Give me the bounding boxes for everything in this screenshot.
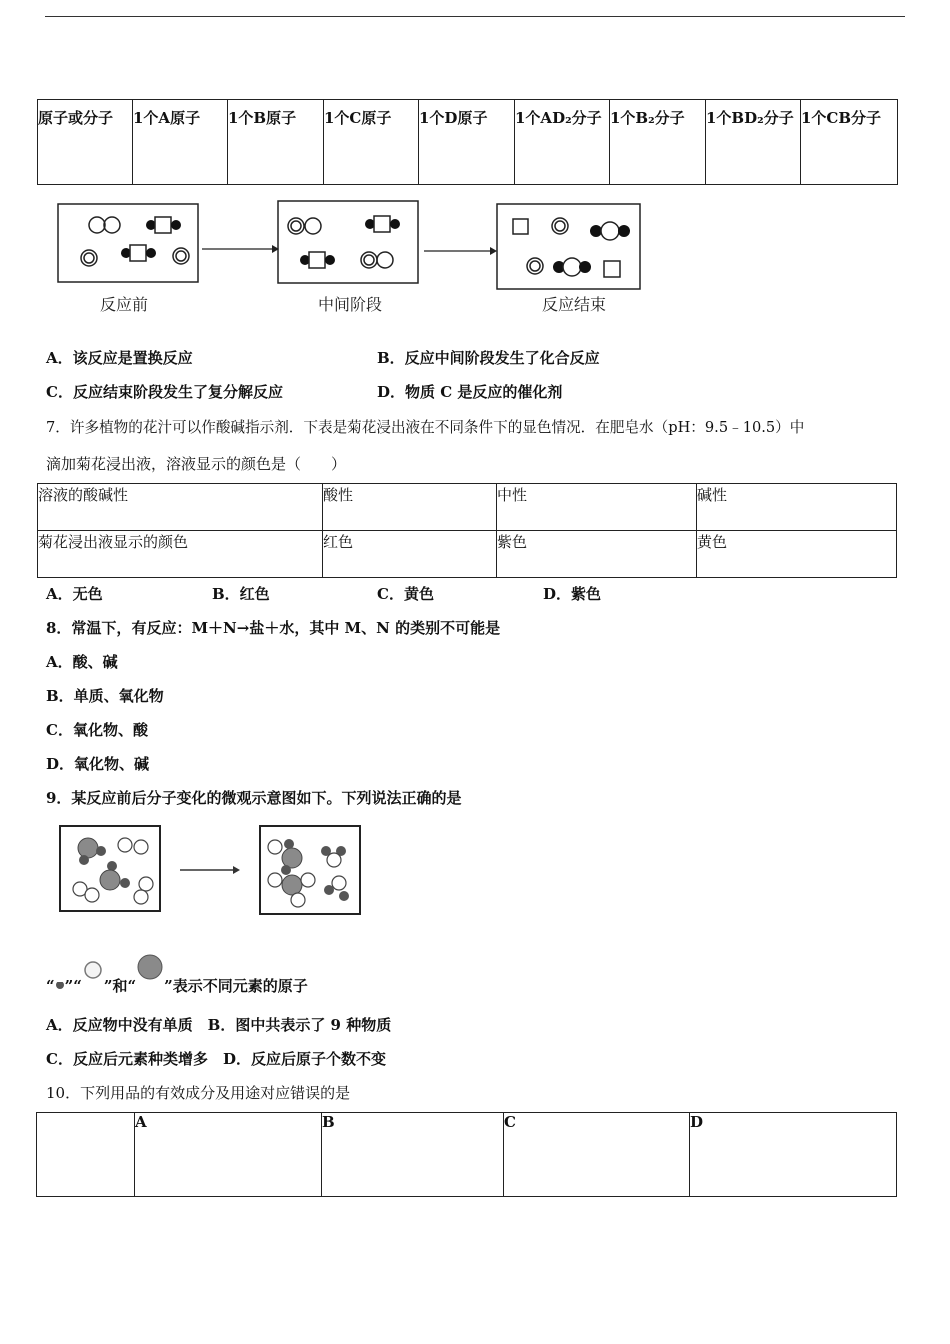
- q7-option-c: C．黄色: [377, 585, 434, 603]
- q6-option-a: A．该反应是置换反应: [46, 349, 193, 367]
- reaction-stages-diagram: [50, 196, 650, 296]
- table-cell: 红色: [323, 531, 497, 578]
- table-cell: [37, 1113, 135, 1197]
- q8-option-b: B．单质、氧化物: [46, 687, 164, 705]
- table-cell: 溶液的酸碱性: [38, 484, 323, 531]
- table-cell: 菊花浸出液显示的颜色: [38, 531, 323, 578]
- legend-cell: 1个D原子: [419, 100, 515, 185]
- q6-option-b: B．反应中间阶段发生了化合反应: [377, 349, 600, 367]
- table-cell: 紫色: [497, 531, 697, 578]
- q10-stem: 10．下列用品的有效成分及用途对应错误的是: [46, 1084, 351, 1102]
- q6-option-d: D．物质 C 是反应的催化剂: [377, 383, 563, 401]
- small-dark-atom-icon: [55, 982, 65, 994]
- q9-options-line2: C．反应后元素种类增多 D．反应后原子个数不变: [46, 1050, 386, 1068]
- table-row: [38, 531, 897, 578]
- after-molecules-box: [260, 826, 360, 914]
- quote-mark: ”和“: [103, 977, 137, 995]
- legend-cell: 1个AD₂分子: [515, 100, 610, 185]
- q7-stem-line1: 7．许多植物的花汁可以作酸碱指示剂．下表是菊花浸出液在不同条件下的显色情况．在肥皂水（pH：9.5﹣10.5）中: [46, 419, 805, 436]
- stage-label-intermediate: 中间阶段: [318, 295, 383, 314]
- q9-stem: 9．某反应前后分子变化的微观示意图如下。下列说法正确的是: [46, 789, 462, 807]
- before-reaction-box: [58, 204, 198, 282]
- legend-cell: 1个A原子: [133, 100, 228, 185]
- intermediate-stage-box: [278, 201, 418, 283]
- table-row: [38, 484, 897, 531]
- q6-option-c: C．反应结束阶段发生了复分解反应: [46, 383, 283, 401]
- table-cell: 黄色: [697, 531, 897, 578]
- white-atom-icon: [82, 959, 104, 981]
- table-cell: 酸性: [323, 484, 497, 531]
- table-cell: A: [135, 1113, 322, 1197]
- q7-option-d: D．紫色: [543, 585, 602, 603]
- stage-label-end: 反应结束: [542, 295, 607, 314]
- legend-cell: 原子或分子: [38, 100, 133, 185]
- legend-cell: 1个B原子: [228, 100, 324, 185]
- color-indicator-table: [37, 483, 897, 578]
- q7-option-a: A．无色: [46, 585, 103, 603]
- quote-mark: “: [46, 977, 55, 995]
- legend-cell: 1个C原子: [324, 100, 419, 185]
- reaction-end-box: [497, 204, 640, 289]
- table-cell: B: [322, 1113, 504, 1197]
- large-gray-atom-icon: [136, 953, 164, 981]
- q10-table: [36, 1112, 897, 1197]
- top-rule: [45, 16, 905, 17]
- molecule-change-diagram: [50, 820, 370, 920]
- q8-option-a: A．酸、碱: [46, 653, 118, 671]
- before-molecules-box: [60, 826, 160, 911]
- table-row: [37, 1113, 897, 1197]
- q8-option-d: D．氧化物、碱: [46, 755, 150, 773]
- stage-label-before: 反应前: [100, 295, 149, 314]
- legend-cell: 1个BD₂分子: [706, 100, 801, 185]
- legend-text: ”表示不同元素的原子: [164, 977, 308, 995]
- legend-cell: 1个B₂分子: [610, 100, 706, 185]
- arrow-3: [180, 866, 240, 874]
- q7-option-b: B．红色: [212, 585, 270, 603]
- table-cell: C: [504, 1113, 690, 1197]
- q9-options-line1: A．反应物中没有单质 B．图中共表示了 9 种物质: [46, 1016, 392, 1034]
- table-cell: D: [690, 1113, 897, 1197]
- q9-atom-legend: [46, 953, 308, 995]
- legend-table: [37, 99, 898, 185]
- legend-cell: 1个CB分子: [801, 100, 898, 185]
- q7-stem-line2: 滴加菊花浸出液，溶液显示的颜色是（ ）: [46, 455, 347, 473]
- q8-stem: 8．常温下，有反应：M＋N→盐＋水，其中 M、N 的类别不可能是: [46, 619, 501, 637]
- arrow-1: [202, 245, 279, 253]
- q8-option-c: C．氧化物、酸: [46, 721, 148, 739]
- arrow-2: [424, 247, 497, 255]
- quote-mark: ”“: [64, 977, 82, 995]
- table-cell: 中性: [497, 484, 697, 531]
- table-cell: 碱性: [697, 484, 897, 531]
